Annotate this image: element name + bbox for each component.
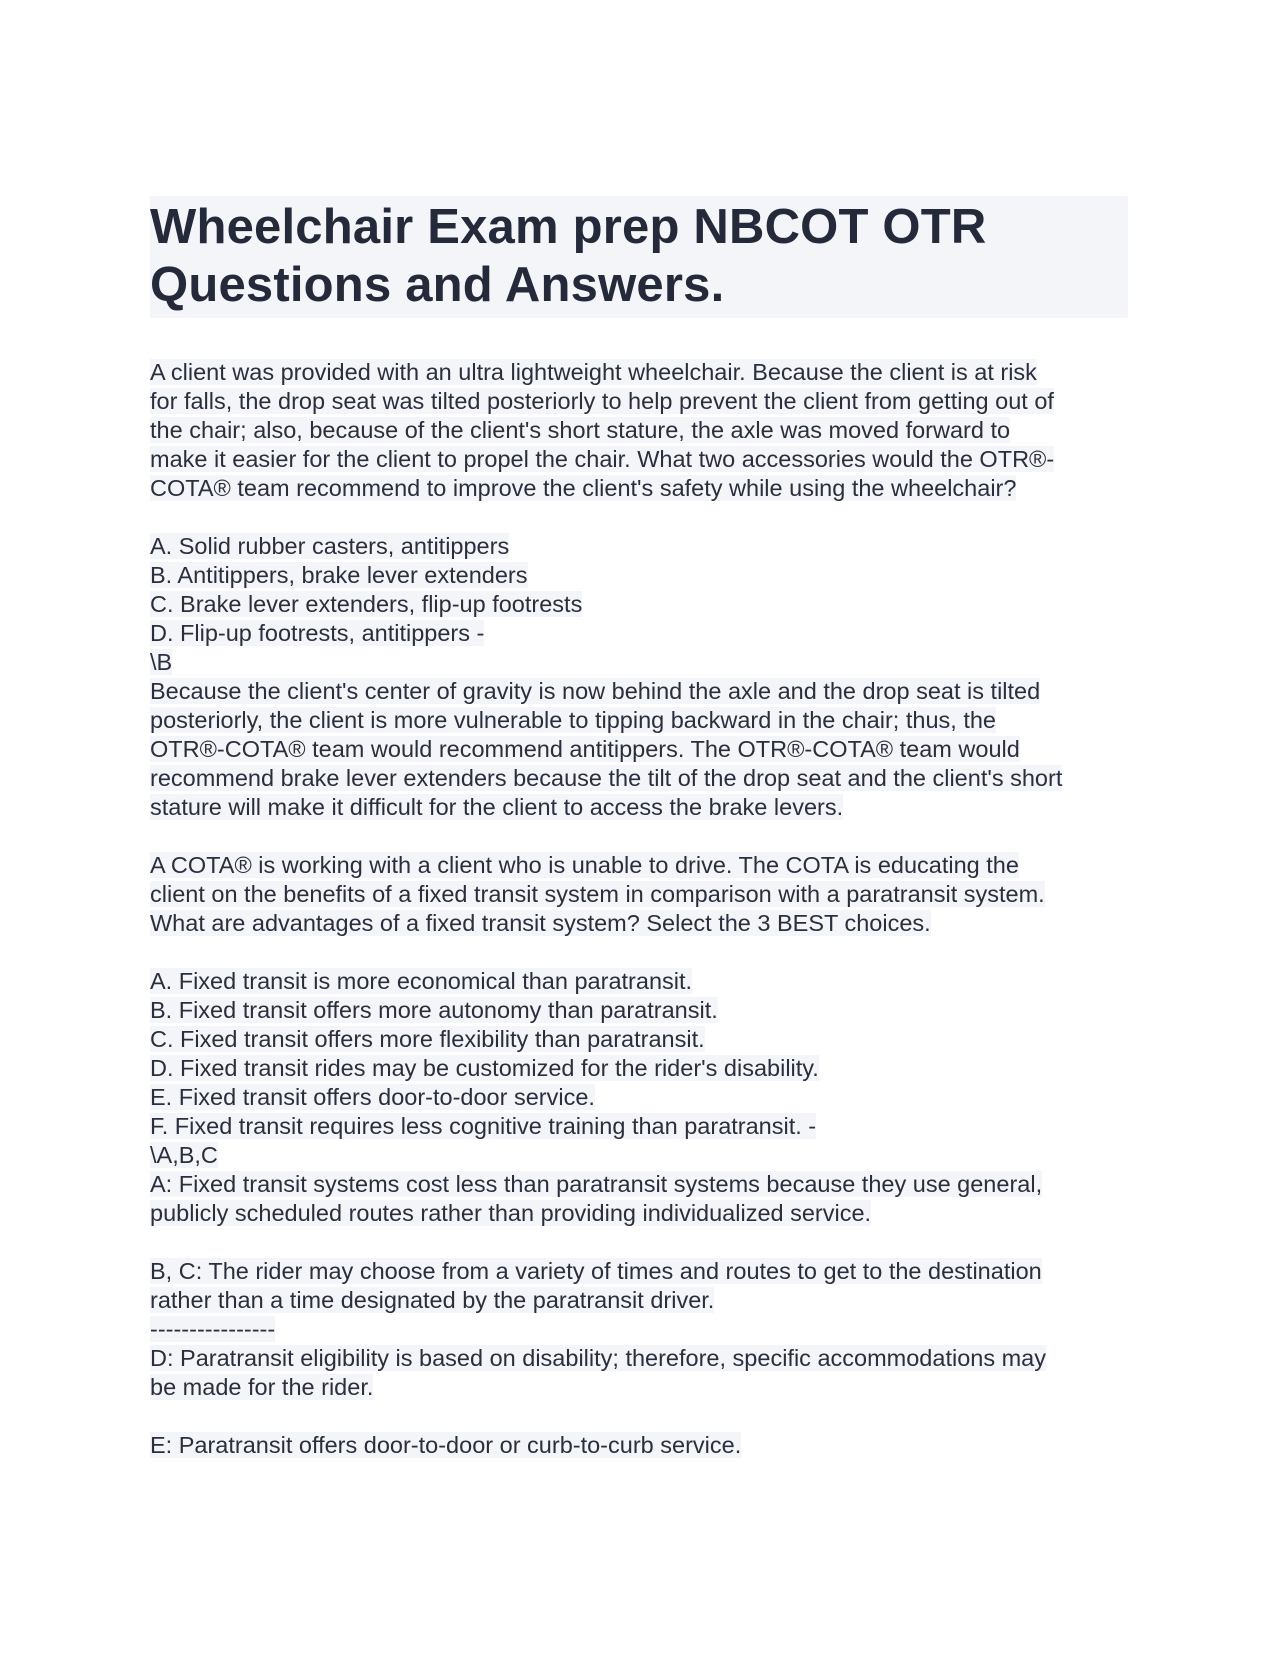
document-title-block (150, 196, 1128, 318)
text-line: Because the client's center of gravity is now behind the axle and the drop seat is tilted (150, 678, 1041, 704)
text-line: A: Fixed transit systems cost less than paratransit systems because they use general, (150, 1171, 1043, 1197)
page-title (150, 198, 1128, 314)
option-line: A. Fixed transit is more economical than paratransit. (150, 968, 693, 994)
text-line: be made for the rider. (150, 1374, 374, 1400)
question-2-stem (150, 851, 1130, 938)
question-1-stem (150, 358, 1130, 503)
text-line: D: Paratransit eligibility is based on disability; therefore, specific accommodations may (150, 1345, 1047, 1371)
question-1-rationale (150, 677, 1130, 822)
option-line: C. Brake lever extenders, flip-up footrests (150, 591, 583, 617)
question-2-rationale-a (150, 1170, 1130, 1228)
text-line: recommend brake lever extenders because the tilt of the drop seat and the client's short (150, 765, 1063, 791)
text-line: A COTA® is working with a client who is unable to drive. The COTA is educating the (150, 852, 1019, 878)
option-line: D. Fixed transit rides may be customized for the rider's disability. (150, 1055, 819, 1081)
text-line: B, C: The rider may choose from a variety of times and routes to get to the destination (150, 1258, 1042, 1284)
option-line: E. Fixed transit offers door-to-door service. (150, 1084, 595, 1110)
text-line: OTR®-COTA® team would recommend antitippers. The OTR®-COTA® team would (150, 736, 1020, 762)
option-line: D. Flip-up footrests, antitippers - (150, 620, 485, 646)
option-line: B. Fixed transit offers more autonomy than paratransit. (150, 997, 718, 1023)
option-line: C. Fixed transit offers more flexibility than paratransit. (150, 1026, 705, 1052)
text-line: for falls, the drop seat was tilted posteriorly to help prevent the client from getting out of (150, 388, 1054, 414)
text-line: COTA® team recommend to improve the client's safety while using the wheelchair? (150, 475, 1017, 501)
question-2-options (150, 967, 1130, 1170)
option-line: B. Antitippers, brake lever extenders (150, 562, 528, 588)
answer-line: \B (150, 649, 173, 675)
text-line: publicly scheduled routes rather than providing individualized service. (150, 1200, 872, 1226)
question-2-rationale-e (150, 1431, 1130, 1460)
text-line: E: Paratransit offers door-to-door or curb-to-curb service. (150, 1432, 742, 1458)
option-line: F. Fixed transit requires less cognitive training than paratransit. - (150, 1113, 817, 1139)
question-2-rationale-d (150, 1344, 1130, 1402)
text-line: make it easier for the client to propel the chair. What two accessories would the OTR®- (150, 446, 1055, 472)
text-line: A client was provided with an ultra lightweight wheelchair. Because the client is at risk (150, 359, 1037, 385)
title-line: Wheelchair Exam prep NBCOT OTR (150, 200, 987, 254)
question-1-options (150, 532, 1130, 677)
document-body (150, 358, 1130, 1460)
text-line: the chair; also, because of the client's short stature, the axle was moved forward to (150, 417, 1011, 443)
text-line: rather than a time designated by the paratransit driver. (150, 1287, 715, 1313)
text-line: What are advantages of a fixed transit system? Select the 3 BEST choices. (150, 910, 931, 936)
text-line: posteriorly, the client is more vulnerable to tipping backward in the chair; thus, the (150, 707, 996, 733)
option-line: A. Solid rubber casters, antitippers (150, 533, 510, 559)
text-line: client on the benefits of a fixed transit system in comparison with a paratransit system. (150, 881, 1045, 907)
separator-line: ---------------- (150, 1316, 276, 1342)
title-line: Questions and Answers. (150, 258, 725, 312)
question-2-rationale-bc (150, 1257, 1130, 1344)
answer-line: \A,B,C (150, 1142, 218, 1168)
text-line: stature will make it difficult for the client to access the brake levers. (150, 794, 844, 820)
